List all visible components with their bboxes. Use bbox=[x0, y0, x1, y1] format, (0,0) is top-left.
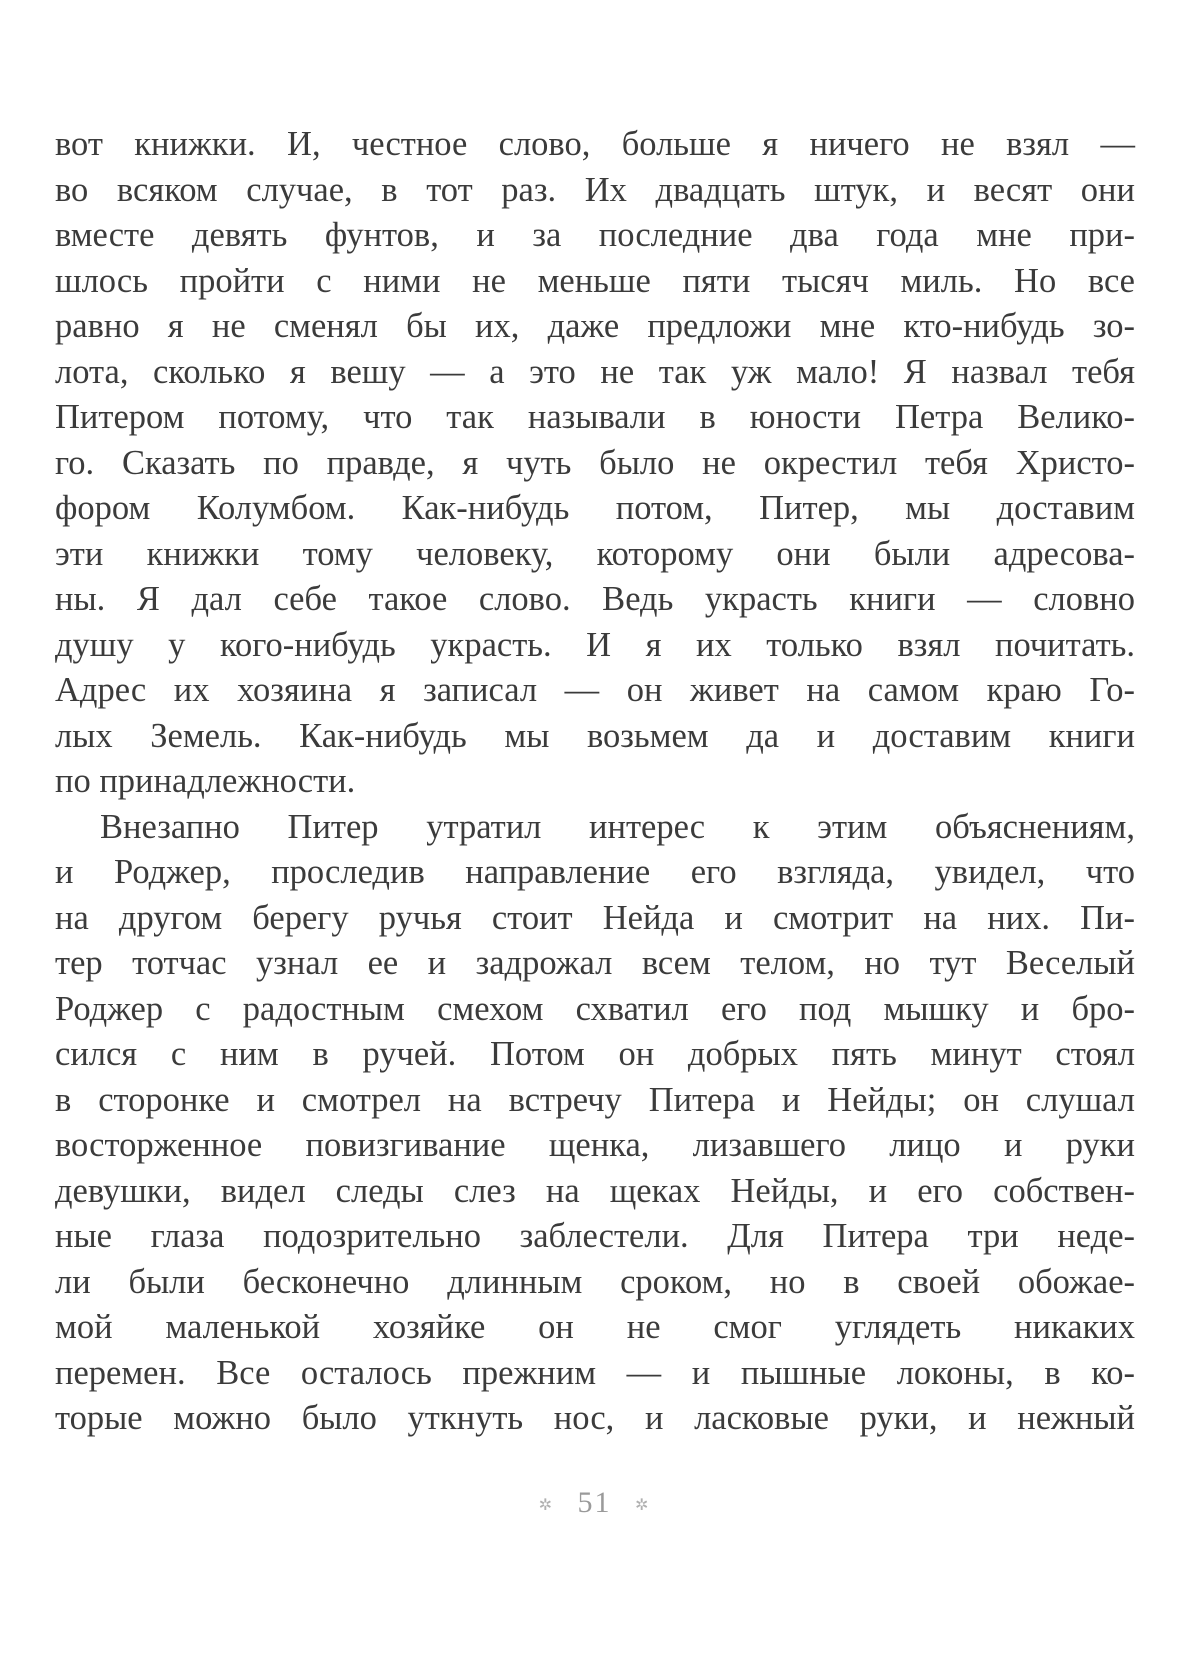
text-line: девушки, видел следы слез на щеках Нейды, и его собствен- bbox=[55, 1171, 1135, 1210]
text-line: в сторонке и смотрел на встречу Питера и Нейды; он слушал bbox=[55, 1080, 1135, 1119]
text-line: Адрес их хозяина я записал — он живет на самом краю Го- bbox=[55, 671, 1135, 709]
text-line: эти книжки тому человеку, которому они были адресова- bbox=[55, 534, 1135, 573]
text-line: го. Сказать по правде, я чуть было не окрестил тебя Христо- bbox=[55, 443, 1135, 482]
text-line: лота, сколько я вешу — а это не так уж мало! Я назвал тебя bbox=[55, 352, 1135, 391]
text-line: ны. Я дал себе такое слово. Ведь украсть книги — словно bbox=[55, 580, 1135, 618]
page-body bbox=[55, 122, 1135, 1442]
text-line: Питером потому, что так называли в юности Петра Велико- bbox=[55, 398, 1135, 436]
text-line: равно я не сменял бы их, даже предложи мне кто-нибудь зо- bbox=[55, 307, 1135, 345]
text-line: Роджер с радостным смехом схватил его под мышку и бро- bbox=[55, 989, 1135, 1028]
paragraph bbox=[55, 122, 1135, 805]
text-line: фором Колумбом. Как-нибудь потом, Питер, мы доставим bbox=[55, 489, 1135, 527]
text-line: вот книжки. И, честное слово, больше я ничего не взял — bbox=[55, 125, 1135, 163]
text-line: и Роджер, проследив направление его взгляда, увидел, что bbox=[55, 853, 1135, 891]
text-line: лых Земель. Как-нибудь мы возьмем да и доставим книги bbox=[55, 716, 1135, 755]
text-line: торые можно было уткнуть нос, и ласковые руки, и нежный bbox=[55, 1399, 1135, 1437]
text-line: перемен. Все осталось прежним — и пышные локоны, в ко- bbox=[55, 1353, 1135, 1392]
text-line: ные глаза подозрительно заблестели. Для Питера три неде- bbox=[55, 1217, 1135, 1255]
text-line: Внезапно Питер утратил интерес к этим объяснениям, bbox=[100, 807, 1135, 846]
text-line: сился с ним в ручей. Потом он добрых пять минут стоял bbox=[55, 1035, 1135, 1073]
text-line: душу у кого-нибудь украсть. И я их только взял почитать. bbox=[55, 625, 1135, 664]
text-line: мой маленькой хозяйке он не смог углядеть никаких bbox=[55, 1308, 1135, 1346]
text-line: ли были бесконечно длинным сроком, но в своей обожае- bbox=[55, 1262, 1135, 1301]
text-line: восторженное повизгивание щенка, лизавшего лицо и руки bbox=[55, 1126, 1135, 1164]
page-number: 51 bbox=[577, 1486, 612, 1519]
text-line: на другом берегу ручья стоит Нейда и смотрит на них. Пи- bbox=[55, 898, 1135, 937]
text-line: вместе девять фунтов, и за последние два года мне при- bbox=[55, 216, 1135, 254]
ornament-right-icon: ✲ bbox=[635, 1497, 651, 1515]
page-footer bbox=[0, 1486, 1189, 1520]
text-line: по принадлежности. bbox=[55, 762, 356, 800]
ornament-left-icon: ✲ bbox=[538, 1497, 554, 1515]
paragraph bbox=[55, 805, 1135, 1442]
text-line: тер тотчас узнал ее и задрожал всем телом, но тут Веселый bbox=[55, 944, 1135, 982]
text-line: шлось пройти с ними не меньше пяти тысяч миль. Но все bbox=[55, 261, 1135, 300]
text-line: во всяком случае, в тот раз. Их двадцать штук, и весят они bbox=[55, 170, 1135, 209]
